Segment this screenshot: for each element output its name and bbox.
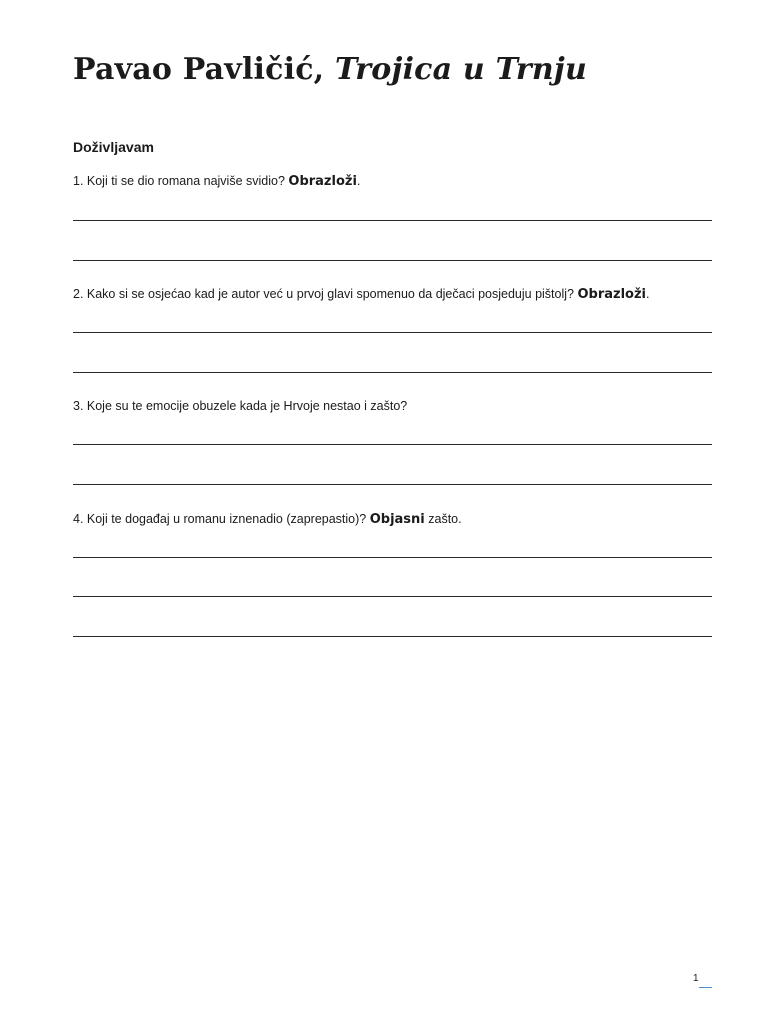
page-number-rule <box>699 987 712 988</box>
answer-line-2b[interactable] <box>73 372 712 373</box>
question-2-keyword: Obrazloži <box>577 287 646 302</box>
question-4 <box>73 510 462 529</box>
question-4-suffix: zašto. <box>424 512 462 526</box>
question-4-text: 4. Koji te događaj u romanu iznenadio (zaprepastio)? <box>73 512 370 526</box>
answer-line-4c[interactable] <box>73 636 712 637</box>
answer-line-4a[interactable] <box>73 557 712 558</box>
question-4-keyword: Objasni <box>369 512 425 527</box>
answer-line-1b[interactable] <box>73 260 712 261</box>
title-author: Pavao Pavličić, <box>73 52 335 87</box>
question-3 <box>73 397 407 416</box>
answer-line-3b[interactable] <box>73 484 712 485</box>
question-1-keyword: Obrazloži <box>288 174 357 189</box>
question-1-text: 1. Koji ti se dio romana najviše svidio? <box>73 174 289 188</box>
answer-line-1a[interactable] <box>73 220 712 221</box>
question-2-suffix: . <box>646 287 650 301</box>
answer-line-4b[interactable] <box>73 596 712 597</box>
title-work: Trojica u Trnju <box>334 52 587 87</box>
question-2-text: 2. Kako si se osjećao kad je autor već u prvoj glavi spomenuo da dječaci posjeduju pištolj? <box>73 287 578 301</box>
section-heading: Doživljavam <box>73 139 154 155</box>
question-3-text: 3. Koje su te emocije obuzele kada je Hrvoje nestao i zašto? <box>73 399 408 413</box>
page-title <box>73 48 587 92</box>
question-1 <box>73 172 360 191</box>
answer-line-2a[interactable] <box>73 332 712 333</box>
question-1-suffix: . <box>356 174 361 188</box>
question-2 <box>73 285 649 304</box>
answer-line-3a[interactable] <box>73 444 712 445</box>
page-number: 1 <box>693 973 699 984</box>
